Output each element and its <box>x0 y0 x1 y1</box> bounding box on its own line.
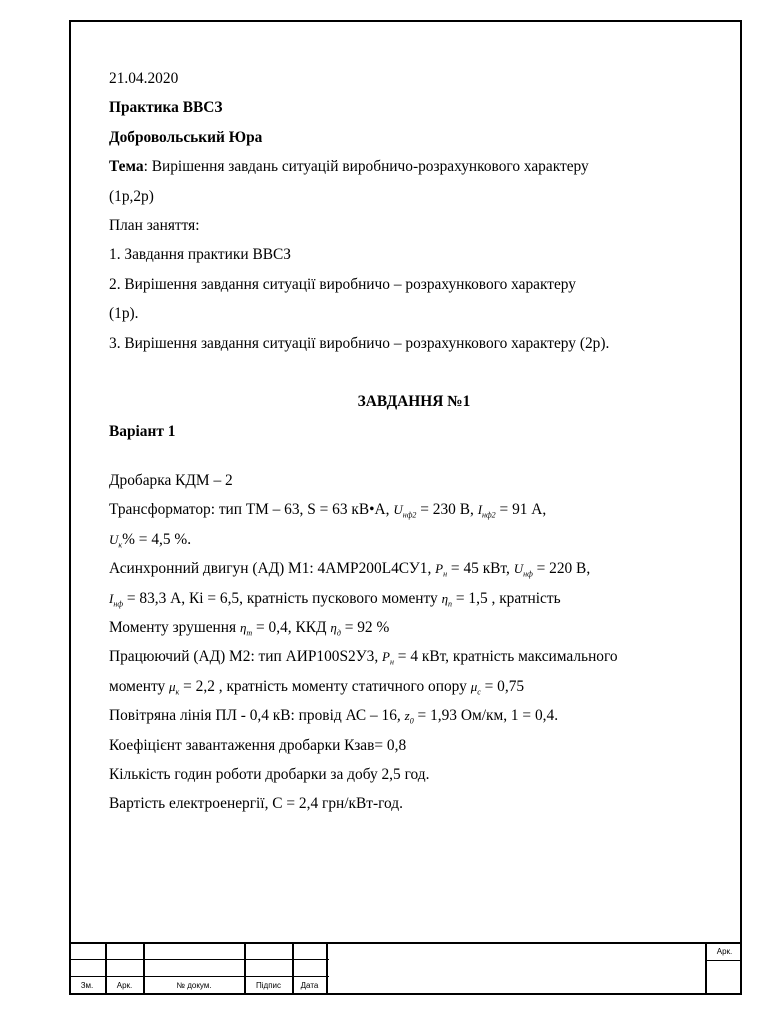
stamp-row-line <box>707 960 742 961</box>
course-title: Практика ВВСЗ <box>109 99 223 117</box>
crusher-line: Дробарка КДМ – 2 <box>109 472 233 490</box>
symbol-u-nf2: $U_{нф2}$ <box>393 502 417 521</box>
symbol-mu-c: $\mu_с$ <box>470 678 481 697</box>
title-block <box>69 942 742 995</box>
task-heading: ЗАВДАННЯ №1 <box>357 393 471 411</box>
symbol-i-nf: $I_{нф}$ <box>109 590 123 609</box>
motor-m2-moment-line: моменту $\mu_к = 2,2$ , кратність моменту статичного опору $\mu_с = 0,75$ <box>109 677 525 697</box>
symbol-p-n: $P_н$ <box>435 561 448 579</box>
symbol-z0: $z_0$ <box>404 708 414 726</box>
stamp-sign: Підпис <box>256 981 281 990</box>
symbol-u-k: $U_к$ <box>109 531 123 550</box>
topic-line <box>109 152 719 181</box>
plan-item-3: 3. Вирішення завдання ситуації виробничо – розрахункового характеру (2р). <box>109 334 610 352</box>
symbol-eta-d: $\eta_д$ <box>330 620 341 638</box>
stamp-top-border <box>69 942 742 944</box>
symbol-eta-m: $\eta_т$ <box>239 620 253 638</box>
plan-item-2: 2. Вирішення завдання ситуації виробничо – розрахункового характеру <box>109 275 576 293</box>
motor-m1-current-line: $I_{нф} = 83,3$ А, Кі = 6,5, кратність пускового моменту $\eta_п = 1,5$ , кратність <box>109 589 561 609</box>
transformer-line: Трансформатор: тип ТМ – 63, S = 63 кВ•А, $U_{нф2} = 230$ В, $I_{нф2} = 91$ А, <box>109 501 547 521</box>
cost-line: Вартість електроенергії, С = 2,4 грн/кВт-год. <box>109 795 403 813</box>
stamp-row-line <box>69 959 329 960</box>
symbol-mu-k: $\mu_к$ <box>169 678 180 697</box>
stamp-row-line <box>69 976 329 977</box>
moment-line: Моменту зрушення $\eta_т = 0,4$, ККД $\eta_д = 92$ % <box>109 619 390 638</box>
topic-text: : Вирішення завдань ситуацій виробничо-розрахункового характеру <box>143 158 589 176</box>
spacer <box>109 446 719 466</box>
date: 21.04.2020 <box>109 70 179 87</box>
stamp-zm: Зм. <box>80 981 94 990</box>
stamp-ark: Арк. <box>116 981 133 990</box>
symbol-u-nf: $U_{нф}$ <box>513 561 533 579</box>
motor-m2-line: Працюючий (АД) М2: тип АИР100S2У3, $P_н = 4$ кВт, кратність максимального <box>109 648 618 668</box>
topic-continuation: (1р,2р) <box>109 187 154 205</box>
plan-item-2-cont: (1р). <box>109 305 139 323</box>
load-coefficient-line: Коефіцієнт завантаження дробарки Кзав= 0,8 <box>109 736 407 754</box>
stamp-date: Дата <box>300 981 319 990</box>
student-name: Добровольський Юра <box>109 128 263 146</box>
symbol-eta-p: $\eta_п$ <box>441 590 453 609</box>
plan-title: План заняття: <box>109 216 200 234</box>
motor-m1-line: Асинхронний двигун (АД) М1: 4АМР200L4СУ1, $P_н = 45$ кВт, $U_{нф} = 220$ В, <box>109 560 591 579</box>
plan-item-1: 1. Завдання практики ВВСЗ <box>109 246 291 264</box>
variant-label: Варіант 1 <box>109 422 176 440</box>
topic-label: Тема <box>109 158 144 176</box>
document-body <box>109 64 719 819</box>
hours-line: Кількість годин роботи дробарки за добу 2,5 год. <box>109 765 430 783</box>
symbol-p-n-2: $P_н$ <box>382 649 394 668</box>
stamp-doc: № докум. <box>176 981 212 990</box>
uk-line: $U_к\% = 4,5$ %. <box>109 530 192 550</box>
spacer <box>109 358 719 387</box>
stamp-ark-right: Арк. <box>716 947 733 956</box>
symbol-i-nf2: $I_{нф2}$ <box>477 502 496 521</box>
power-line-line: Повітряна лінія ПЛ - 0,4 кВ: провід АС – 16, $z_0 = 1,93$ Ом/км, 1 = 0,4. <box>109 707 559 726</box>
stamp-col-line <box>326 942 328 995</box>
